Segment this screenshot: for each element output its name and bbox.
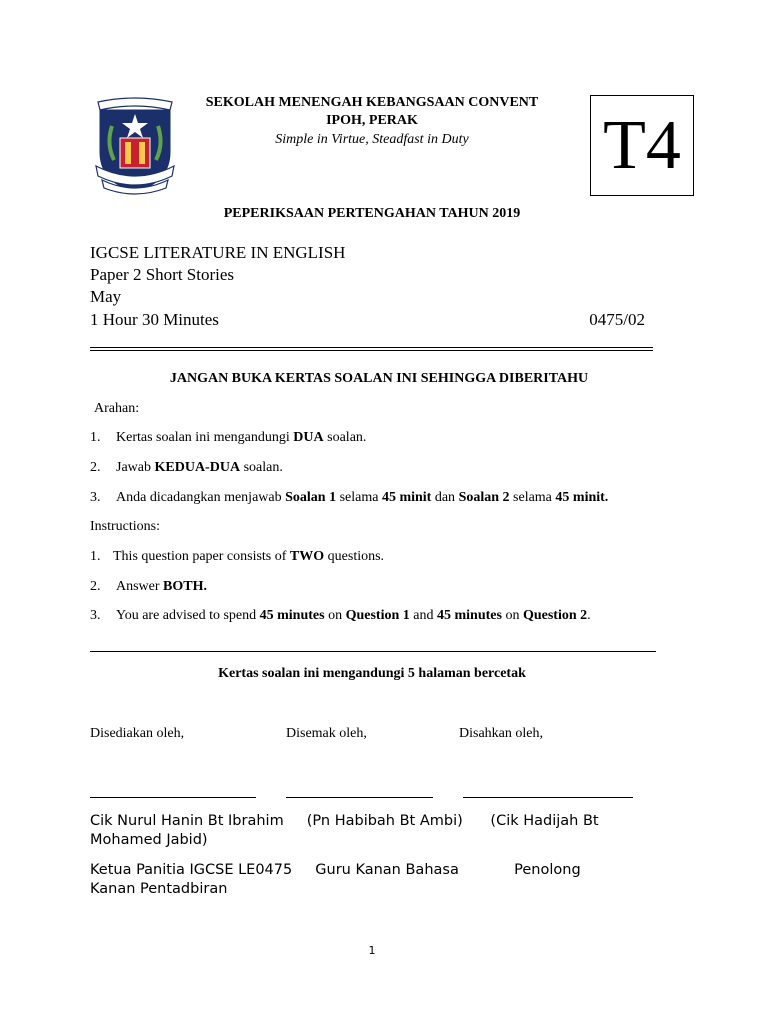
text: and [409, 608, 437, 623]
item-number: 1. [90, 549, 101, 564]
form-label: T4 [603, 106, 681, 184]
school-city: IPOH, PERAK [326, 113, 418, 128]
text: . [587, 608, 591, 623]
exam-month: May [90, 287, 122, 306]
page-count-note: Kertas soalan ini mengandungi 5 halaman bercetak [218, 666, 526, 681]
bold-text: Soalan 2 [458, 490, 510, 505]
checked-by-label: Disemak oleh, [286, 726, 367, 741]
signatory-roles-line-1: Ketua Panitia IGCSE LE0475 Guru Kanan Bahasa Penolong [90, 862, 581, 878]
bold-text: TWO [289, 549, 325, 564]
exam-duration: 1 Hour 30 Minutes [90, 310, 219, 329]
text: This question paper consists of [113, 549, 290, 564]
instructions-heading: Instructions: [90, 519, 160, 534]
bold-text: Question 1 [345, 608, 410, 623]
bold-text: KEDUA-DUA [154, 460, 241, 475]
bold-text: 45 minutes [259, 608, 325, 623]
bold-text: BOTH. [163, 579, 208, 594]
text: Answer [116, 579, 164, 594]
subject-title: IGCSE LITERATURE IN ENGLISH [90, 243, 346, 262]
bold-text: Question 2 [522, 608, 588, 623]
bold-text: Soalan 1 [285, 490, 337, 505]
text: dan [431, 490, 459, 505]
item-number: 2. [90, 579, 101, 594]
paper-code: 0475/02 [589, 310, 645, 329]
section-divider [90, 651, 656, 652]
text: on [324, 608, 346, 623]
school-name: SEKOLAH MENENGAH KEBANGSAAN CONVENT [205, 95, 539, 110]
text: Jawab [116, 460, 155, 475]
school-crest-logo [92, 96, 178, 196]
bold-text: 45 minit. [555, 490, 609, 505]
item-number: 1. [90, 430, 101, 445]
item-number: 3. [90, 490, 101, 505]
arahan-item-3 [90, 490, 608, 506]
arahan-item-1 [90, 430, 366, 446]
school-motto: Simple in Virtue, Steadfast in Duty [275, 132, 469, 147]
page-number: 1 [368, 944, 376, 957]
signatory-names-line-1: Cik Nurul Hanin Bt Ibrahim (Pn Habibah Bt Ambi) (Cik Hadijah Bt [90, 813, 599, 829]
prepared-by-label: Disediakan oleh, [90, 726, 185, 741]
text: selama [509, 490, 556, 505]
signature-line-checked [286, 797, 433, 798]
signatory-roles-line-2: Kanan Pentadbiran [90, 881, 228, 897]
text: questions. [324, 549, 385, 564]
signature-line-prepared [90, 797, 256, 798]
instruction-item-1 [90, 549, 384, 565]
text: selama [336, 490, 382, 505]
instruction-item-2 [90, 579, 207, 595]
approved-by-label: Disahkan oleh, [459, 726, 543, 741]
arahan-item-2 [90, 460, 283, 476]
text: soalan. [323, 430, 367, 445]
form-label-box [590, 95, 694, 196]
text: Anda dicadangkan menjawab [116, 490, 286, 505]
do-not-open-warning: JANGAN BUKA KERTAS SOALAN INI SEHINGGA DIBERITAHU [169, 371, 589, 386]
paper-title: Paper 2 Short Stories [90, 265, 235, 284]
bold-text: 45 minit [381, 490, 432, 505]
header-divider [90, 347, 653, 351]
text: You are advised to spend [116, 608, 260, 623]
text: Kertas soalan ini mengandungi [116, 430, 294, 445]
signatory-names-line-2: Mohamed Jabid) [90, 832, 208, 848]
signature-line-approved [463, 797, 633, 798]
arahan-heading: Arahan: [94, 401, 140, 416]
item-number: 2. [90, 460, 101, 475]
bold-text: DUA [293, 430, 324, 445]
text: on [501, 608, 523, 623]
exam-title: PEPERIKSAAN PERTENGAHAN TAHUN 2019 [223, 206, 521, 221]
text: soalan. [240, 460, 283, 475]
instruction-item-3 [90, 608, 591, 624]
bold-text: 45 minutes [436, 608, 502, 623]
item-number: 3. [90, 608, 101, 623]
